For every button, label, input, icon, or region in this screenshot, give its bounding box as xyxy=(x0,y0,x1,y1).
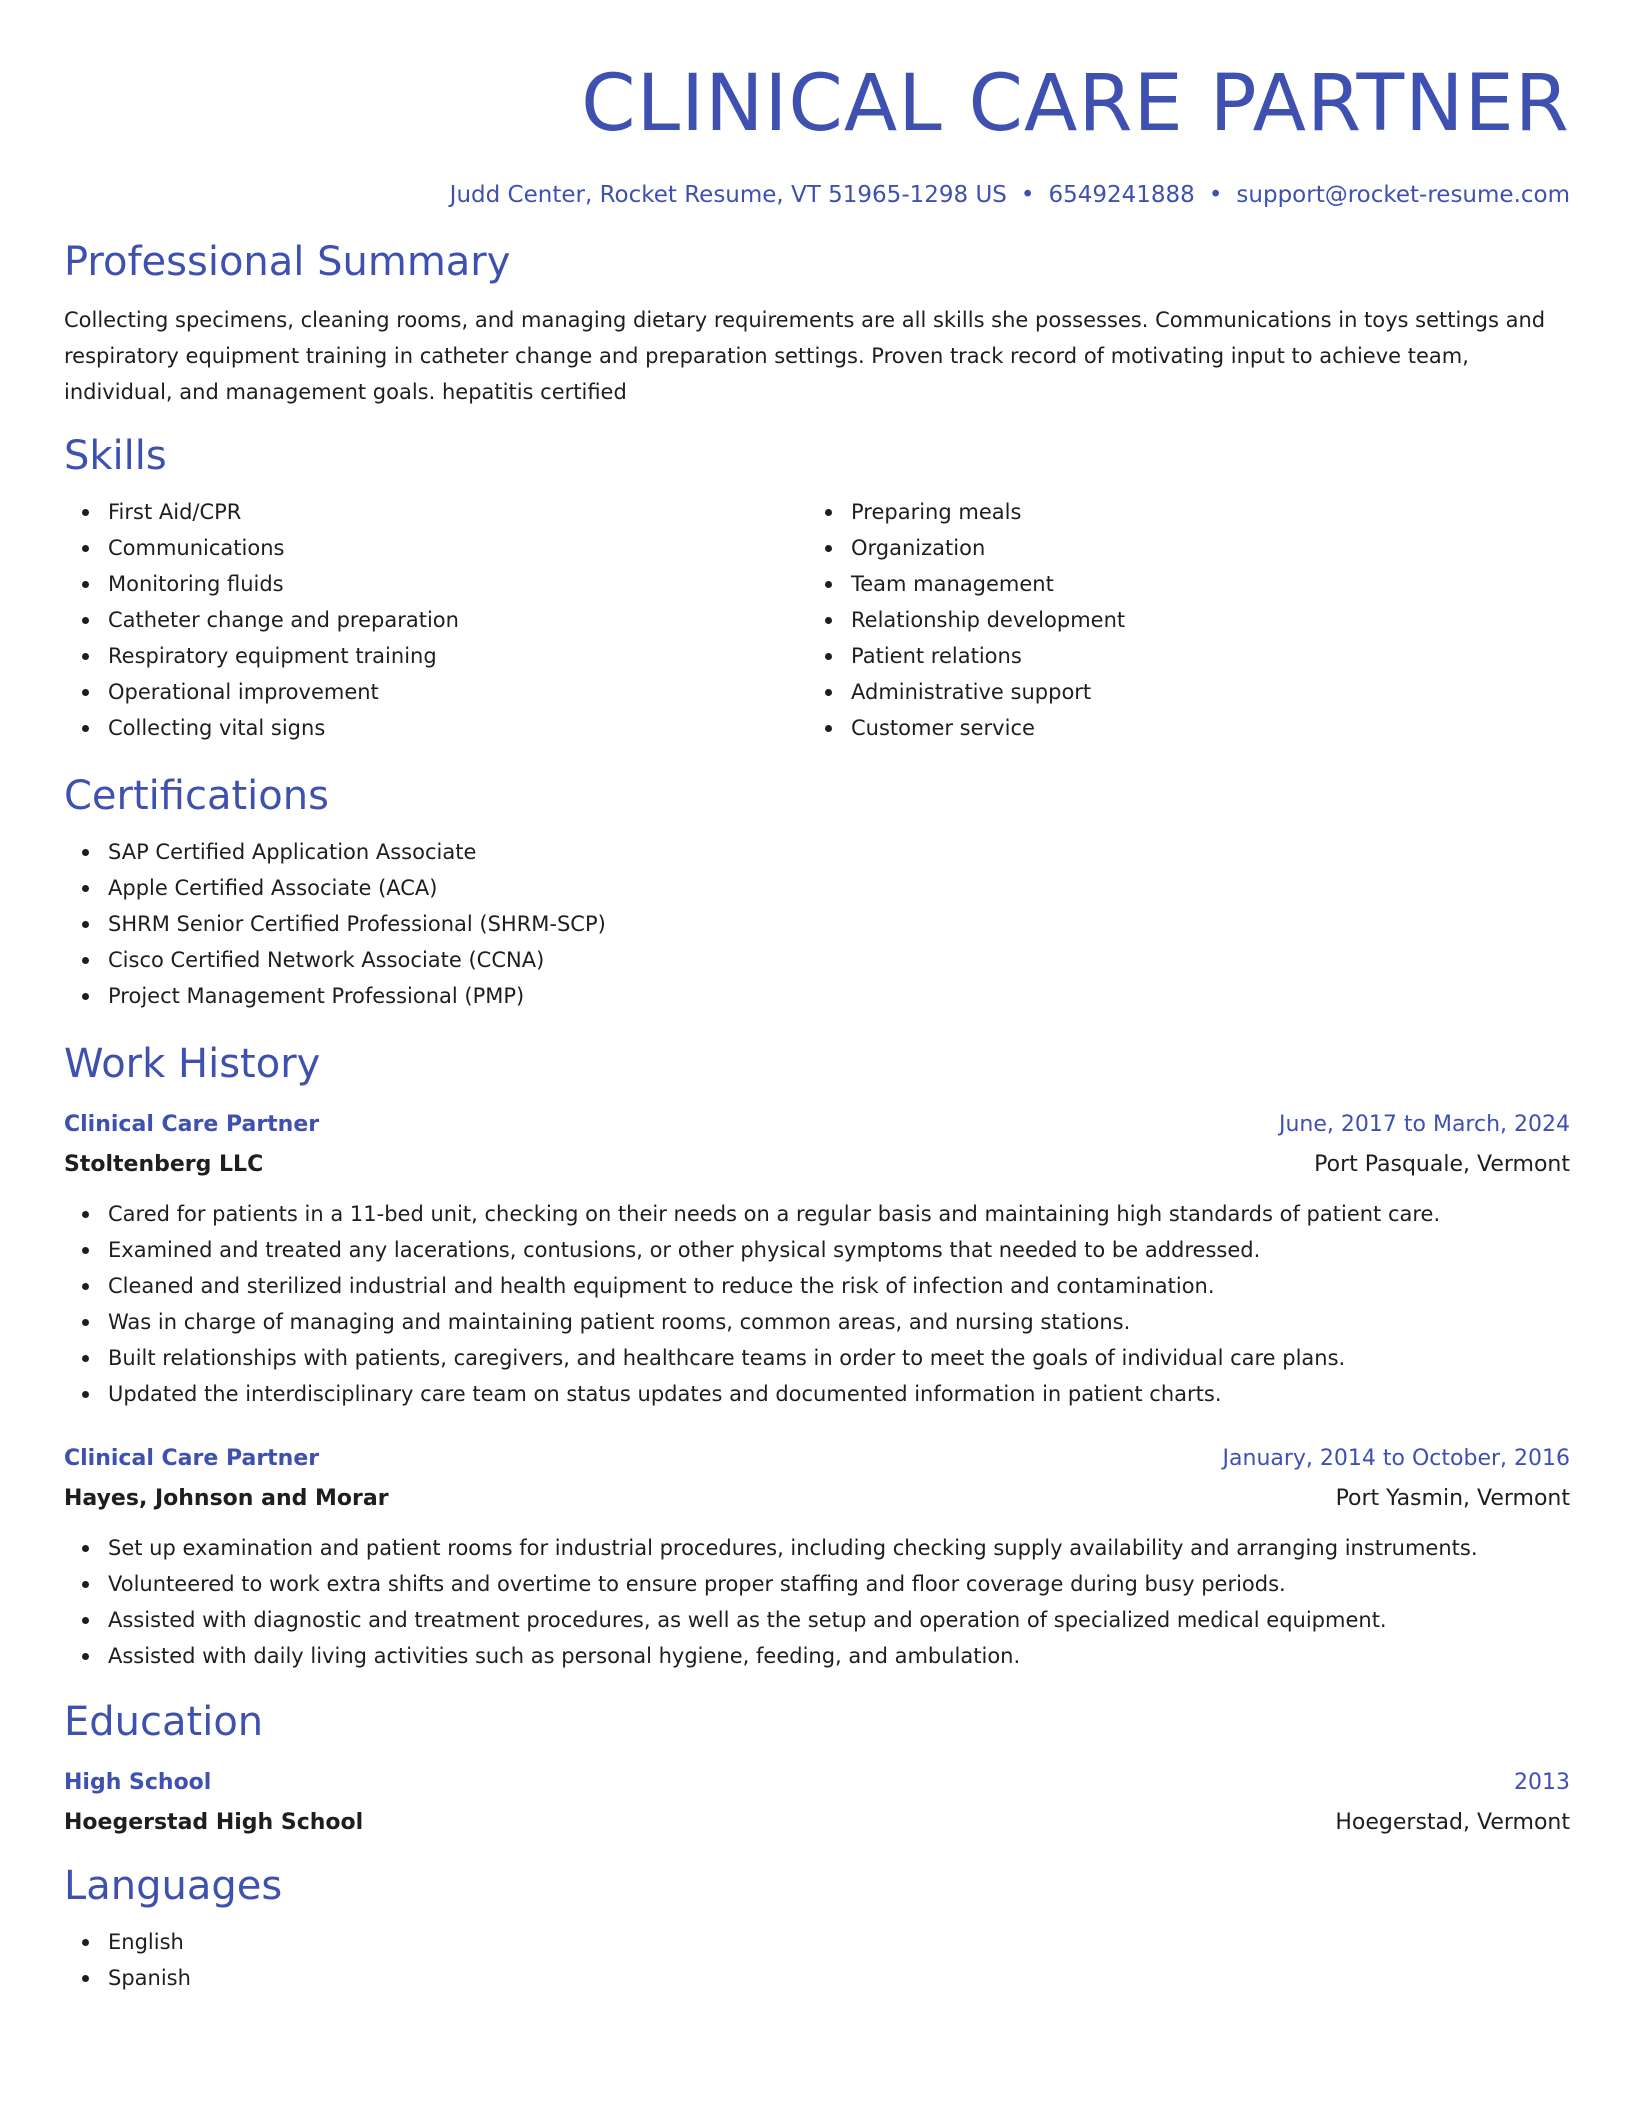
certification-item: Cisco Certified Network Associate (CCNA) xyxy=(64,942,1570,978)
skills-heading: Skills xyxy=(64,433,167,479)
job-duty-item: Was in charge of managing and maintaining patient rooms, common areas, and nursing stations. xyxy=(64,1304,1570,1340)
job-location: Port Yasmin, Vermont xyxy=(1335,1486,1570,1511)
skill-item: Respiratory equipment training xyxy=(64,638,807,674)
job-duty-item: Built relationships with patients, caregivers, and healthcare teams in order to meet the goals of individual care plans. xyxy=(64,1340,1570,1376)
education-school: Hoegerstad High School xyxy=(64,1810,364,1835)
job-header-row xyxy=(64,1444,1570,1474)
skill-item: First Aid/CPR xyxy=(64,494,807,530)
contact-address: Judd Center, Rocket Resume, VT 51965-1298 US xyxy=(449,182,1007,208)
job-company-row xyxy=(64,1150,1570,1180)
skills-section xyxy=(64,432,1570,746)
skill-item: Patient relations xyxy=(807,638,1550,674)
job-duties-list xyxy=(64,1196,1570,1412)
summary-heading: Professional Summary xyxy=(64,239,511,285)
job-entry xyxy=(64,1444,1570,1674)
education-section xyxy=(64,1698,1570,1838)
education-year: 2013 xyxy=(1514,1770,1570,1795)
certification-item: SHRM Senior Certified Professional (SHRM-SCP) xyxy=(64,906,1570,942)
skills-grid xyxy=(64,480,1570,746)
certification-item: Project Management Professional (PMP) xyxy=(64,978,1570,1014)
job-dates: January, 2014 to October, 2016 xyxy=(1222,1446,1570,1471)
skill-item: Relationship development xyxy=(807,602,1550,638)
skill-item: Collecting vital signs xyxy=(64,710,807,746)
certifications-section xyxy=(64,772,1570,1014)
work-history-section xyxy=(64,1040,1570,1674)
job-duty-item: Set up examination and patient rooms for industrial procedures, including checking supply availability and arranging instruments. xyxy=(64,1530,1570,1566)
skill-item: Organization xyxy=(807,530,1550,566)
language-item: English xyxy=(64,1924,1570,1960)
education-school-row xyxy=(64,1808,1570,1838)
job-title: Clinical Care Partner xyxy=(64,1446,320,1471)
education-header-row xyxy=(64,1768,1570,1798)
job-duty-item: Updated the interdisciplinary care team on status updates and documented information in patient charts. xyxy=(64,1376,1570,1412)
job-entry xyxy=(64,1110,1570,1412)
summary-section xyxy=(64,238,1570,410)
skill-item: Communications xyxy=(64,530,807,566)
skill-item: Administrative support xyxy=(807,674,1550,710)
job-dates: June, 2017 to March, 2024 xyxy=(1279,1112,1570,1137)
summary-text: Collecting specimens, cleaning rooms, and managing dietary requirements are all skills she possesses. Communications in toys settings and respiratory equipment training in catheter change and preparation settings. Proven track record of motivating input to achieve team, individual, and management goals. hepatitis certified xyxy=(64,308,1546,404)
languages-section xyxy=(64,1862,1570,1996)
job-company: Stoltenberg LLC xyxy=(64,1152,264,1177)
skill-item: Operational improvement xyxy=(64,674,807,710)
education-degree: High School xyxy=(64,1770,212,1795)
job-company: Hayes, Johnson and Morar xyxy=(64,1486,389,1511)
education-location: Hoegerstad, Vermont xyxy=(1335,1810,1570,1835)
job-duty-item: Cleaned and sterilized industrial and health equipment to reduce the risk of infection and contamination. xyxy=(64,1268,1570,1304)
contact-email[interactable]: support@rocket-resume.com xyxy=(1236,182,1570,208)
job-duty-item: Cared for patients in a 11-bed unit, checking on their needs on a regular basis and maintaining high standards of patient care. xyxy=(64,1196,1570,1232)
skill-item: Team management xyxy=(807,566,1550,602)
job-duties-list xyxy=(64,1530,1570,1674)
education-heading: Education xyxy=(64,1699,264,1745)
language-item: Spanish xyxy=(64,1960,1570,1996)
certification-item: SAP Certified Application Associate xyxy=(64,834,1570,870)
skill-item: Catheter change and preparation xyxy=(64,602,807,638)
job-duty-item: Examined and treated any lacerations, contusions, or other physical symptoms that needed to be addressed. xyxy=(64,1232,1570,1268)
job-title: Clinical Care Partner xyxy=(64,1112,320,1137)
certifications-heading: Certifications xyxy=(64,773,329,819)
work-history-heading: Work History xyxy=(64,1041,321,1087)
skill-item: Customer service xyxy=(807,710,1550,746)
job-duty-item: Assisted with diagnostic and treatment procedures, as well as the setup and operation of specialized medical equipment. xyxy=(64,1602,1570,1638)
skill-item: Preparing meals xyxy=(807,494,1550,530)
job-duty-item: Assisted with daily living activities such as personal hygiene, feeding, and ambulation. xyxy=(64,1638,1570,1674)
job-duty-item: Volunteered to work extra shifts and overtime to ensure proper staffing and floor coverage during busy periods. xyxy=(64,1566,1570,1602)
skills-list-left xyxy=(64,494,807,746)
certifications-list xyxy=(64,834,1570,1014)
languages-list xyxy=(64,1924,1570,1996)
contact-separator: • xyxy=(1020,182,1035,208)
education-entry xyxy=(64,1768,1570,1838)
languages-heading: Languages xyxy=(64,1863,283,1909)
skill-item: Monitoring fluids xyxy=(64,566,807,602)
job-location: Port Pasquale, Vermont xyxy=(1314,1152,1570,1177)
certification-item: Apple Certified Associate (ACA) xyxy=(64,870,1570,906)
job-header-row xyxy=(64,1110,1570,1140)
contact-phone: 6549241888 xyxy=(1048,182,1195,208)
contact-separator: • xyxy=(1208,182,1223,208)
resume-page xyxy=(64,0,1570,1996)
skills-list-right xyxy=(807,494,1550,746)
contact-line xyxy=(64,180,1570,210)
candidate-title: CLINICAL CARE PARTNER xyxy=(581,59,1570,149)
job-company-row xyxy=(64,1484,1570,1514)
